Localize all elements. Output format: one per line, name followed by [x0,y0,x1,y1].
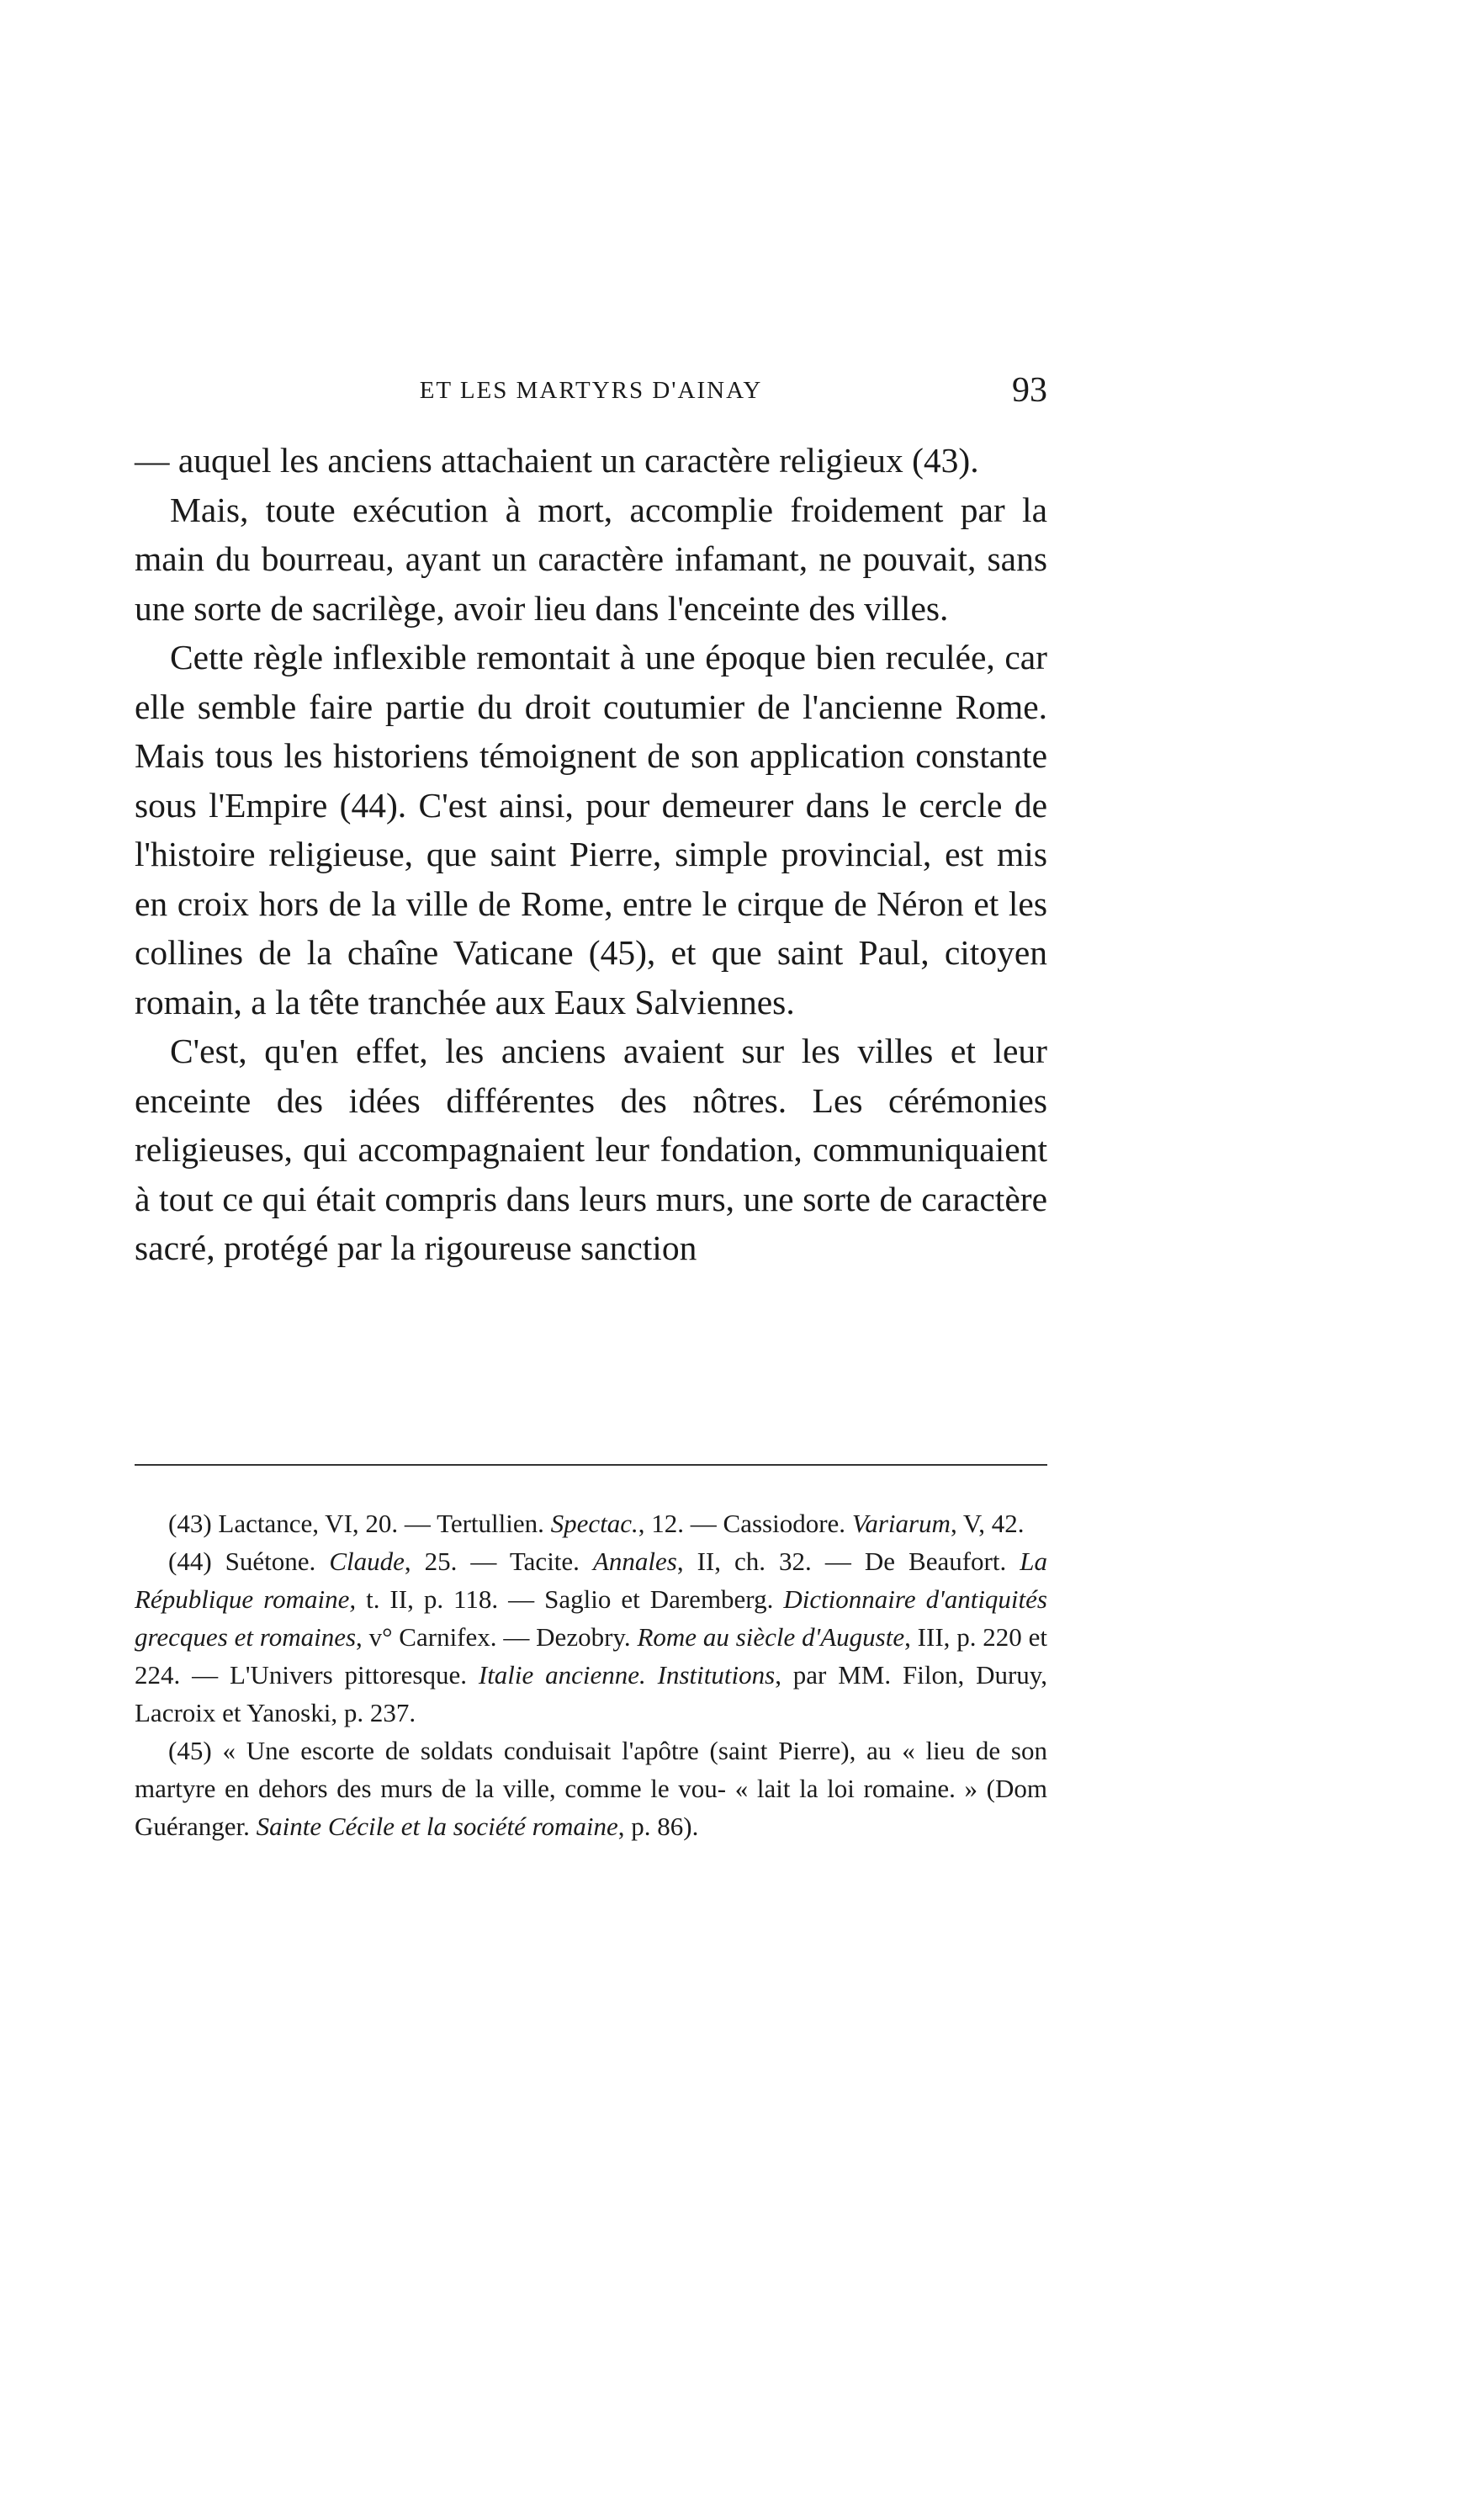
paragraph-2: Mais, toute exécution à mort, accomplie froidement par la main du bourreau, ayant un caractère infamant, ne pouvait, sans une sorte de sacrilège, avoir lieu dans l'enceinte des villes. [135,490,1047,628]
footnote-rule [135,1464,1047,1466]
footnote-text: (43) Lactance, VI, 20. — Tertullien. [168,1509,551,1538]
footnote-title: Sainte Cécile et la société romaine [256,1812,618,1841]
footnote-title: Annales [592,1546,677,1576]
footnote-title: Spectac. [550,1509,638,1538]
footnote-title: Italie ancienne. Institutions [478,1660,776,1690]
footnote-text: t. II, p. 118. — Saglio et Daremberg. [356,1584,784,1614]
footnote-45 [135,1732,1047,1845]
footnote-text: , v° Carnifex. — Dezobry. [356,1622,638,1652]
footnote-43 [135,1504,1047,1542]
footnote-44 [135,1542,1047,1732]
footnotes [135,1504,1047,1845]
page-number: 93 [1012,371,1047,410]
footnote-text: , 12. — Cassiodore. [638,1509,852,1538]
footnote-title: La République romaine, [135,1546,1047,1614]
footnote-text: , V, 42. [950,1509,1025,1538]
footnote-text: , III, p. 220 et 224. — L'Univers pittoresque. [135,1622,1048,1690]
running-title: ET LES MARTYRS D'AINAY [419,377,763,404]
footnote-text: (45) « Une escorte de soldats conduisait l'apôtre (saint Pierre), au « lieu de son martyre en dehors des murs de la ville, comme le vou- « lait la loi romaine. » (Dom Guéranger. [135,1736,1047,1841]
paragraph-1: — auquel les anciens attachaient un caractère religieux (43). [135,441,979,480]
footnote-text: (44) Suétone. [168,1546,330,1576]
page-header [135,370,1047,421]
footnote-title: Claude [329,1546,405,1576]
footnote-text: , par MM. Filon, Duruy, Lacroix et Yanoski, p. 237. [135,1660,1048,1727]
main-text [135,436,1047,1273]
paragraph-3: Cette règle inflexible remontait à une époque bien reculée, car elle semble faire partie du droit coutumier de l'ancienne Rome. Mais tous les historiens témoignent de son application constante sous l'Empire (44). C'est ainsi, pour demeurer dans le cercle de l'histoire religieuse, que saint Pierre, simple provincial, est mis en croix hors de la ville de Rome, entre le cirque de Néron et les collines de la chaîne Vaticane (45), et que saint Paul, citoyen romain, a la tête tranchée aux Eaux Salviennes. [135,638,1047,1021]
footnote-text: , II, ch. 32. — De Beaufort. [676,1546,1020,1576]
footnote-text: , p. 86). [617,1812,699,1841]
footnote-title: Rome au siècle d'Auguste [637,1622,905,1652]
footnote-title: Dictionnaire d'antiquités grecques et romaines [135,1584,1047,1652]
footnote-text: , 25. — Tacite. [404,1546,593,1576]
footnote-title: Variarum [851,1509,951,1538]
paragraph-4: C'est, qu'en effet, les anciens avaient sur les villes et leur enceinte des idées différentes des nôtres. Les cérémonies religieuses, qui accompagnaient leur fondation, communiquaient à tout ce qui était compris dans leurs murs, une sorte de caractère sacré, protégé par la rigoureuse sanction [135,1032,1047,1267]
